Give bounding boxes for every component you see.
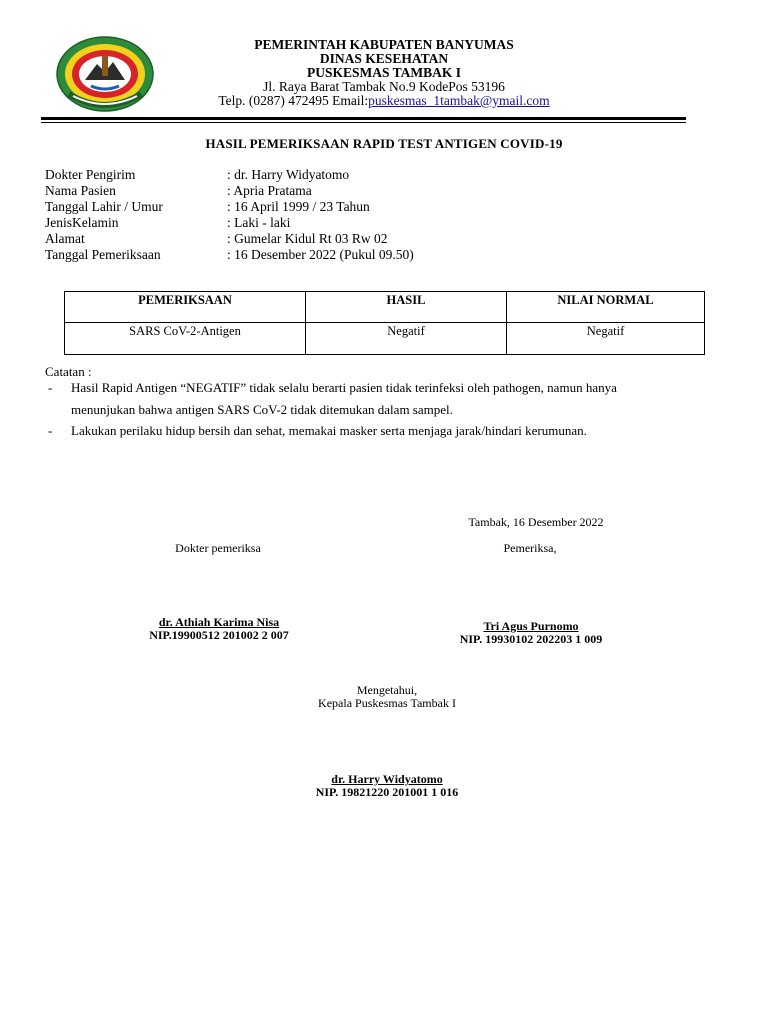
header-phone: Telp. (0287) 472495 Email: xyxy=(218,93,369,108)
value-gender: : Laki - laki xyxy=(227,215,291,230)
results-table xyxy=(64,291,705,355)
note-item-1-line-2: menunjukan bahwa antigen SARS CoV-2 tidak ditemukan dalam sampel. xyxy=(71,402,453,417)
note-bullet-2: - xyxy=(48,423,53,438)
value-referring-doctor: : dr. Harry Widyatomo xyxy=(227,167,350,182)
value-patient-name: : Apria Pratama xyxy=(227,183,312,198)
note-item-1-line-1: Hasil Rapid Antigen “NEGATIF” tidak selalu berarti pasien tidak terinfeksi oleh pathogen, namun hanya xyxy=(71,380,617,395)
right-signer-role: Pemeriksa, xyxy=(503,541,557,555)
table-row xyxy=(65,323,705,355)
cell-normal-value: Negatif xyxy=(507,323,705,355)
value-birth-age: : 16 April 1999 / 23 Tahun xyxy=(227,199,370,214)
head-role: Kepala Puskesmas Tambak I xyxy=(318,696,456,710)
left-signer-name: dr. Athiah Karima Nisa xyxy=(158,615,280,629)
head-signer-nip: NIP. 19821220 201001 1 016 xyxy=(315,785,459,799)
right-signer-name: Tri Agus Purnomo xyxy=(483,619,579,633)
label-exam-date: Tanggal Pemeriksaan xyxy=(45,247,161,262)
header-examination: PEMERIKSAAN xyxy=(65,292,306,323)
notes-label: Catatan : xyxy=(45,364,92,379)
header-contact xyxy=(0,93,768,108)
header-government: PEMERINTAH KABUPATEN BANYUMAS xyxy=(254,37,514,52)
value-exam-date: : 16 Desember 2022 (Pukul 09.50) xyxy=(227,247,414,262)
place-date: Tambak, 16 Desember 2022 xyxy=(468,515,604,529)
cell-result: Negatif xyxy=(306,323,507,355)
cell-examination: SARS CoV-2-Antigen xyxy=(65,323,306,355)
label-referring-doctor: Dokter Pengirim xyxy=(45,167,136,182)
left-signer-nip: NIP.19900512 201002 2 007 xyxy=(149,628,289,642)
document-title: HASIL PEMERIKSAAN RAPID TEST ANTIGEN COVID-19 xyxy=(205,136,563,151)
header-clinic: PUSKESMAS TAMBAK I xyxy=(306,65,462,80)
label-patient-name: Nama Pasien xyxy=(45,183,116,198)
header-result: HASIL xyxy=(306,292,507,323)
label-address: Alamat xyxy=(45,231,85,246)
header-department: DINAS KESEHATAN xyxy=(319,51,449,66)
table-header-row xyxy=(65,292,705,323)
acknowledged-label: Mengetahui, xyxy=(356,683,418,697)
header-address: Jl. Raya Barat Tambak No.9 KodePos 53196 xyxy=(263,79,505,94)
label-birth-age: Tanggal Lahir / Umur xyxy=(45,199,163,214)
left-signer-role: Dokter pemeriksa xyxy=(175,541,261,555)
right-signer-nip: NIP. 19930102 202203 1 009 xyxy=(459,632,603,646)
head-signer-name: dr. Harry Widyatomo xyxy=(331,772,443,786)
header-divider-thick xyxy=(41,117,686,120)
value-address: : Gumelar Kidul Rt 03 Rw 02 xyxy=(227,231,388,246)
note-bullet-1: - xyxy=(48,380,53,395)
header-normal-value: NILAI NORMAL xyxy=(507,292,705,323)
label-gender: JenisKelamin xyxy=(45,215,119,230)
note-item-2: Lakukan perilaku hidup bersih dan sehat, memakai masker serta menjaga jarak/hindari kerumunan. xyxy=(71,423,587,438)
header-divider-thin xyxy=(41,122,686,123)
header-email-link[interactable]: puskesmas_1tambak@ymail.com xyxy=(368,93,550,108)
